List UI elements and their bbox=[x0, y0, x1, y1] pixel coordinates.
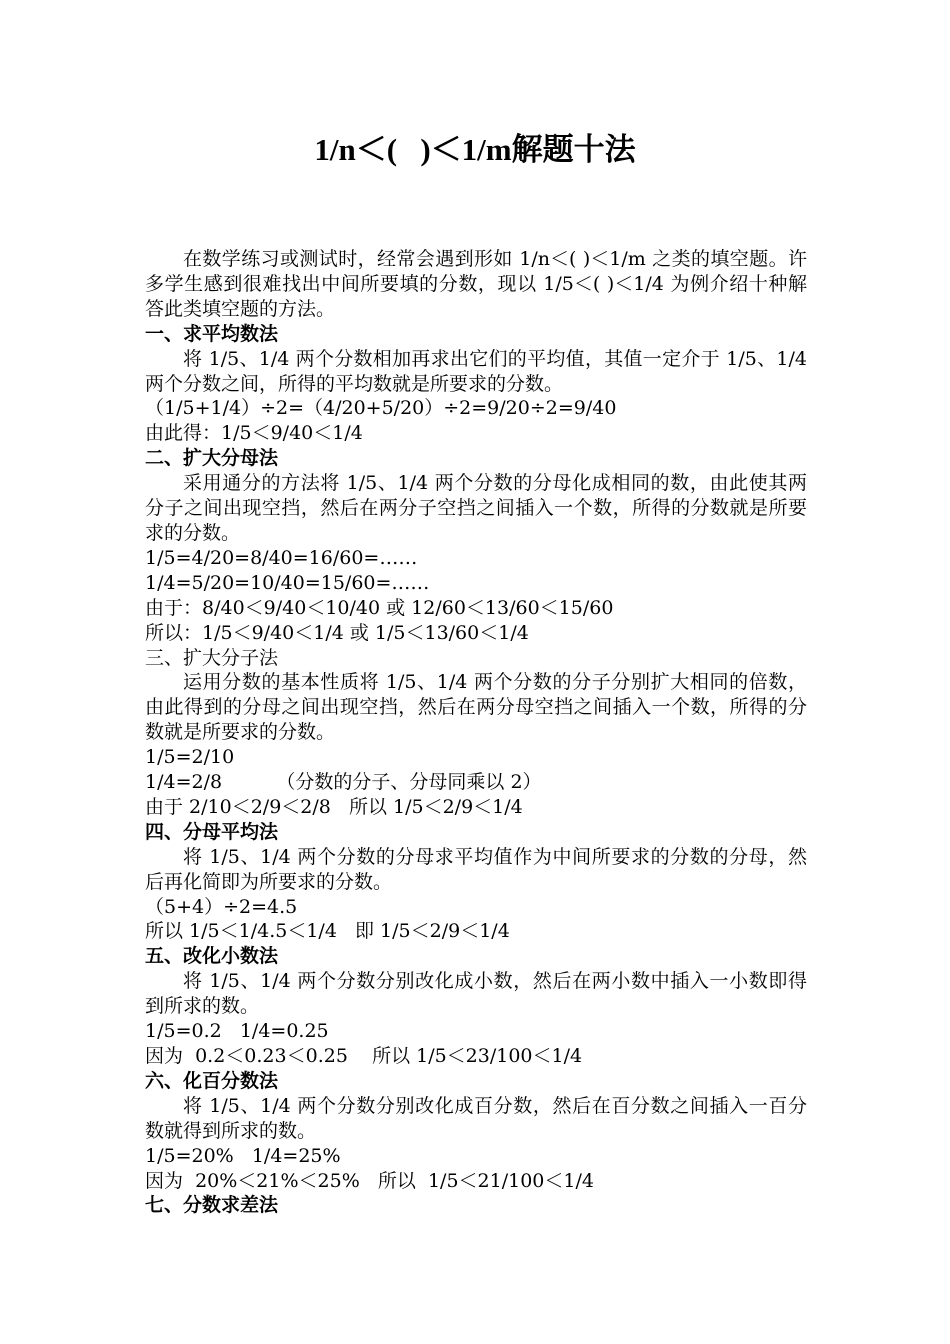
formula-line: 1/4=5/20=10/40=15/60=…… bbox=[145, 571, 430, 594]
formula-line: 所以 1/5＜1/4.5＜1/4 即 1/5＜2/9＜1/4 bbox=[145, 920, 510, 943]
section-heading: 四、分母平均法 bbox=[145, 820, 279, 843]
formula-line: 1/5=20% 1/4=25% bbox=[145, 1144, 341, 1167]
formula-line: 所以：1/5＜9/40＜1/4 或 1/5＜13/60＜1/4 bbox=[145, 621, 529, 644]
section-paragraph: 将 1/5、1/4 两个分数的分母求平均值作为中间所要求的分数的分母，然后再化简即为所要求的分数。 bbox=[145, 845, 807, 893]
section-heading: 三、扩大分子法 bbox=[145, 646, 279, 669]
section-paragraph: 运用分数的基本性质将 1/5、1/4 两个分数的分子分别扩大相同的倍数，由此得到的分母之间出现空挡，然后在两分母空挡之间插入一个数，所得的分数就是所要求的分数。 bbox=[145, 671, 807, 744]
formula-line: 1/5=0.2 1/4=0.25 bbox=[145, 1020, 329, 1043]
formula-line: 由此得：1/5＜9/40＜1/4 bbox=[145, 422, 363, 445]
formula-line: （1/5+1/4）÷2=（4/20+5/20）÷2=9/20÷2=9/40 bbox=[145, 397, 617, 420]
section-paragraph: 将 1/5、1/4 两个分数分别改化成小数，然后在两小数中插入一小数即得到所求的数。 bbox=[145, 970, 807, 1018]
formula-line: 因为 0.2＜0.23＜0.25 所以 1/5＜23/100＜1/4 bbox=[145, 1045, 583, 1067]
document-body bbox=[145, 247, 807, 1218]
section-paragraph: 将 1/5、1/4 两个分数相加再求出它们的平均值，其值一定介于 1/5、1/4 两个分数之间，所得的平均数就是所要求的分数。 bbox=[145, 347, 807, 395]
section-heading: 五、改化小数法 bbox=[145, 945, 279, 968]
formula-line: 因为 20%＜21%＜25% 所以 1/5＜21/100＜1/4 bbox=[145, 1169, 594, 1192]
page-title: 1/n＜( )＜1/m解题十法 bbox=[314, 132, 636, 167]
formula-line: 由于：8/40＜9/40＜10/40 或 12/60＜13/60＜15/60 bbox=[145, 596, 614, 619]
section-heading: 七、分数求差法 bbox=[145, 1194, 279, 1217]
section-paragraph: 采用通分的方法将 1/5、1/4 两个分数的分母化成相同的数，由此使其两分子之间出现空挡，然后在两分子空挡之间插入一个数，所得的分数就是所要求的分数。 bbox=[145, 472, 807, 544]
formula-line: （5+4）÷2=4.5 bbox=[145, 895, 298, 918]
formula-line: 1/4=2/8 （分数的分子、分母同乘以 2） bbox=[145, 771, 542, 794]
section-heading: 一、求平均数法 bbox=[145, 322, 279, 345]
intro-paragraph: 在数学练习或测试时，经常会遇到形如 1/n＜( )＜1/m 之类的填空题。许多学生感到很难找出中间所要填的分数，现以 1/5＜( )＜1/4 为例介绍十种解答此类填空题的方法。 bbox=[145, 248, 807, 320]
section-heading: 六、化百分数法 bbox=[145, 1069, 279, 1092]
formula-line: 由于 2/10＜2/9＜2/8 所以 1/5＜2/9＜1/4 bbox=[145, 795, 523, 818]
section-heading: 二、扩大分母法 bbox=[145, 447, 279, 470]
formula-line: 1/5=4/20=8/40=16/60=…… bbox=[145, 546, 418, 569]
formula-line: 1/5=2/10 bbox=[145, 746, 235, 769]
section-paragraph: 将 1/5、1/4 两个分数分别改化成百分数，然后在百分数之间插入一百分数就得到所求的数。 bbox=[145, 1094, 807, 1142]
